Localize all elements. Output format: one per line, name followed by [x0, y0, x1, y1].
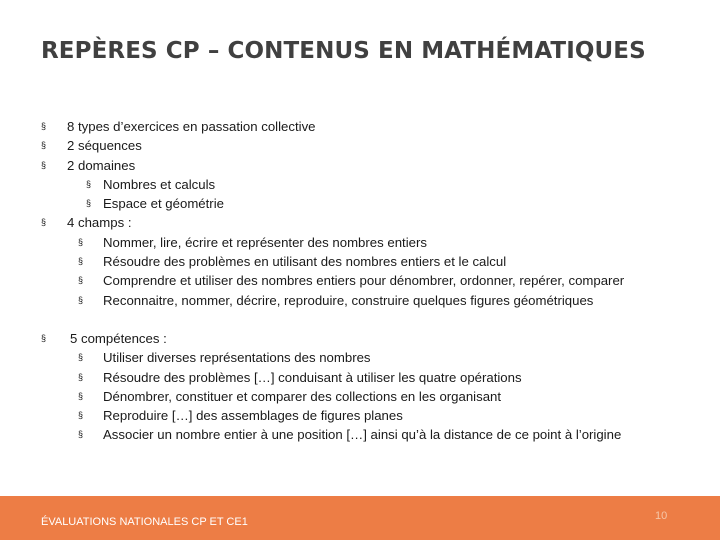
sub-list-item [0, 233, 720, 252]
list-item [0, 329, 720, 348]
sub-list-item [0, 368, 720, 387]
bullet-icon: § [78, 410, 84, 421]
list-item-text: Utiliser diverses représentations des nombres [103, 350, 371, 366]
list-item-text: 5 compétences : [70, 330, 167, 346]
list-item-text: Résoudre des problèmes […] conduisant à utiliser les quatre opérations [103, 369, 522, 385]
sub-list-item [0, 348, 720, 367]
list-item-text: Nommer, lire, écrire et représenter des nombres entiers [103, 234, 427, 250]
list-item-text: 2 séquences [67, 138, 142, 154]
list-item-text: 2 domaines [67, 157, 136, 173]
bullet-icon: § [78, 236, 84, 247]
sub-list-item [0, 252, 720, 271]
list-item [0, 213, 720, 232]
bullet-icon: § [41, 332, 47, 343]
sub-list-item [0, 291, 720, 310]
sub-list-item [0, 425, 720, 444]
list-item-text: 8 types d’exercices en passation collective [67, 119, 316, 134]
bullet-icon: § [78, 352, 84, 363]
bullet-icon: § [41, 140, 47, 151]
sub-list-item [0, 175, 720, 194]
list-item-text: Reproduire […] des assemblages de figures planes [103, 408, 403, 424]
list-item-text: Nombres et calculs [103, 176, 216, 192]
spacer [0, 310, 720, 329]
bullet-icon: § [78, 429, 84, 440]
footer-bar [0, 496, 720, 540]
list-item [0, 156, 720, 175]
bullet-icon: § [78, 371, 84, 382]
list-item-text: Résoudre des problèmes en utilisant des nombres entiers et le calcul [103, 254, 507, 270]
list-item-text: 4 champs : [67, 215, 132, 231]
bullet-icon: § [41, 217, 47, 228]
footer-label: ÉVALUATIONS NATIONALES CP ET CE1 [41, 516, 248, 528]
list-item [0, 136, 720, 155]
sub-list-item [0, 387, 720, 406]
bullet-icon: § [78, 294, 84, 305]
bullet-icon: § [78, 390, 84, 401]
bullet-icon: § [41, 159, 47, 170]
slide-title: REPÈRES CP – CONTENUS EN MATHÉMATIQUES [41, 38, 646, 64]
bullet-icon: § [78, 256, 84, 267]
list-item-text: Comprendre et utiliser des nombres entiers pour dénombrer, ordonner, repérer, comparer [103, 273, 625, 289]
bullet-icon: § [86, 178, 92, 189]
list-item-text: Espace et géométrie [103, 196, 224, 212]
sub-list-item [0, 406, 720, 425]
sub-list-item [0, 194, 720, 213]
page-number: 10 [655, 510, 668, 522]
bullet-icon: § [78, 275, 84, 286]
sub-list-item [0, 271, 720, 290]
bullet-icon: § [41, 121, 47, 131]
list-item [0, 117, 720, 136]
list-item-text: Dénombrer, constituer et comparer des collections en les organisant [103, 388, 502, 404]
bullet-list [0, 117, 720, 445]
list-item-text: Associer un nombre entier à une position […] ainsi qu’à la distance de ce point à l’origine [103, 427, 622, 443]
bullet-icon: § [86, 198, 92, 209]
list-item-text: Reconnaitre, nommer, décrire, reproduire, construire quelques figures géométriques [103, 292, 594, 308]
